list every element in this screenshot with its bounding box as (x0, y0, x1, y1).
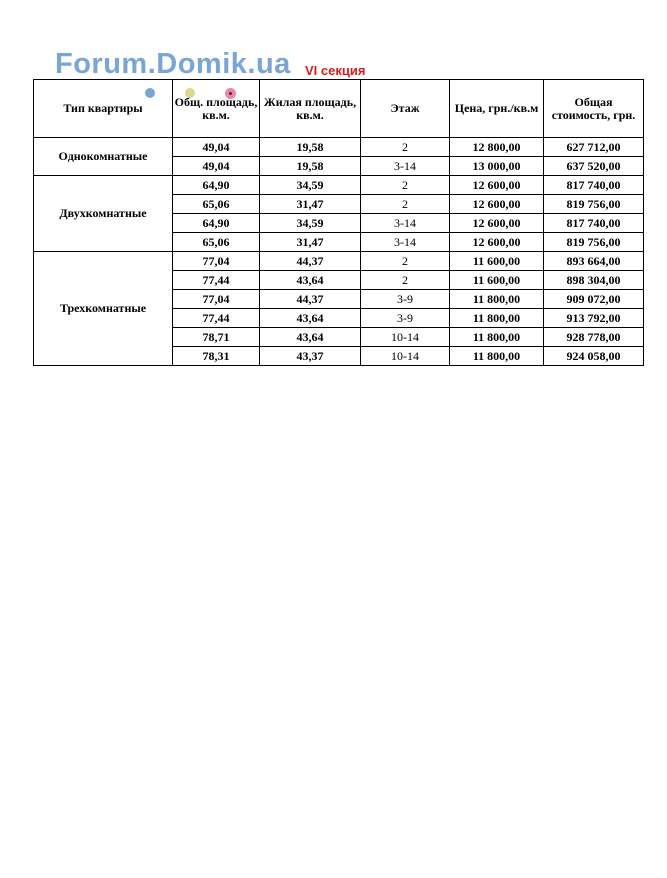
price-cell: 12 600,00 (450, 233, 544, 252)
living-area-cell: 43,64 (260, 328, 361, 347)
total-cost-cell: 627 712,00 (544, 138, 644, 157)
section-title: VI секция (305, 63, 366, 78)
price-cell: 11 800,00 (450, 328, 544, 347)
table-row (34, 176, 644, 195)
total-cost-cell: 928 778,00 (544, 328, 644, 347)
watermark-logo: Forum.Domik.ua (55, 48, 291, 80)
living-area-cell: 44,37 (260, 290, 361, 309)
living-area-cell: 43,64 (260, 271, 361, 290)
header-row (34, 80, 644, 138)
floor-cell: 3-9 (361, 309, 450, 328)
table-row (34, 138, 644, 157)
total-area-cell: 77,04 (173, 290, 260, 309)
table-body (34, 138, 644, 366)
price-cell: 12 600,00 (450, 195, 544, 214)
header-living-area: Жилая площадь, кв.м. (260, 80, 361, 138)
price-cell: 12 600,00 (450, 176, 544, 195)
total-cost-cell: 924 058,00 (544, 347, 644, 366)
total-area-cell: 77,44 (173, 271, 260, 290)
header-total-cost: Общая стоимость, грн. (544, 80, 644, 138)
total-area-cell: 49,04 (173, 157, 260, 176)
floor-cell: 3-14 (361, 233, 450, 252)
floor-cell: 3-14 (361, 157, 450, 176)
living-area-cell: 19,58 (260, 157, 361, 176)
price-cell: 11 600,00 (450, 271, 544, 290)
price-cell: 11 800,00 (450, 309, 544, 328)
living-area-cell: 19,58 (260, 138, 361, 157)
price-cell: 11 600,00 (450, 252, 544, 271)
total-cost-cell: 913 792,00 (544, 309, 644, 328)
table-header (34, 80, 644, 138)
total-cost-cell: 819 756,00 (544, 233, 644, 252)
total-cost-cell: 898 304,00 (544, 271, 644, 290)
header-floor: Этаж (361, 80, 450, 138)
header-price: Цена, грн./кв.м (450, 80, 544, 138)
living-area-cell: 44,37 (260, 252, 361, 271)
total-cost-cell: 817 740,00 (544, 176, 644, 195)
header-total-area: Общ. площадь, кв.м. (173, 80, 260, 138)
total-cost-cell: 817 740,00 (544, 214, 644, 233)
total-area-cell: 78,31 (173, 347, 260, 366)
floor-cell: 10-14 (361, 347, 450, 366)
apartment-price-table (33, 79, 644, 366)
living-area-cell: 31,47 (260, 195, 361, 214)
floor-cell: 2 (361, 138, 450, 157)
living-area-cell: 34,59 (260, 214, 361, 233)
total-area-cell: 65,06 (173, 195, 260, 214)
apartment-type-cell: Однокомнатные (34, 138, 173, 176)
floor-cell: 2 (361, 176, 450, 195)
floor-cell: 2 (361, 195, 450, 214)
total-cost-cell: 893 664,00 (544, 252, 644, 271)
floor-cell: 2 (361, 271, 450, 290)
living-area-cell: 34,59 (260, 176, 361, 195)
floor-cell: 3-9 (361, 290, 450, 309)
total-cost-cell: 909 072,00 (544, 290, 644, 309)
living-area-cell: 43,37 (260, 347, 361, 366)
living-area-cell: 43,64 (260, 309, 361, 328)
apartment-type-cell: Трехкомнатные (34, 252, 173, 366)
table-row (34, 252, 644, 271)
floor-cell: 2 (361, 252, 450, 271)
total-area-cell: 49,04 (173, 138, 260, 157)
total-area-cell: 64,90 (173, 176, 260, 195)
floor-cell: 10-14 (361, 328, 450, 347)
floor-cell: 3-14 (361, 214, 450, 233)
total-cost-cell: 637 520,00 (544, 157, 644, 176)
total-area-cell: 77,44 (173, 309, 260, 328)
total-area-cell: 77,04 (173, 252, 260, 271)
total-area-cell: 78,71 (173, 328, 260, 347)
total-cost-cell: 819 756,00 (544, 195, 644, 214)
price-cell: 12 800,00 (450, 138, 544, 157)
price-cell: 13 000,00 (450, 157, 544, 176)
header-apartment-type: Тип квартиры (34, 80, 173, 138)
price-cell: 11 800,00 (450, 347, 544, 366)
price-cell: 12 600,00 (450, 214, 544, 233)
total-area-cell: 64,90 (173, 214, 260, 233)
living-area-cell: 31,47 (260, 233, 361, 252)
total-area-cell: 65,06 (173, 233, 260, 252)
apartment-type-cell: Двухкомнатные (34, 176, 173, 252)
price-cell: 11 800,00 (450, 290, 544, 309)
